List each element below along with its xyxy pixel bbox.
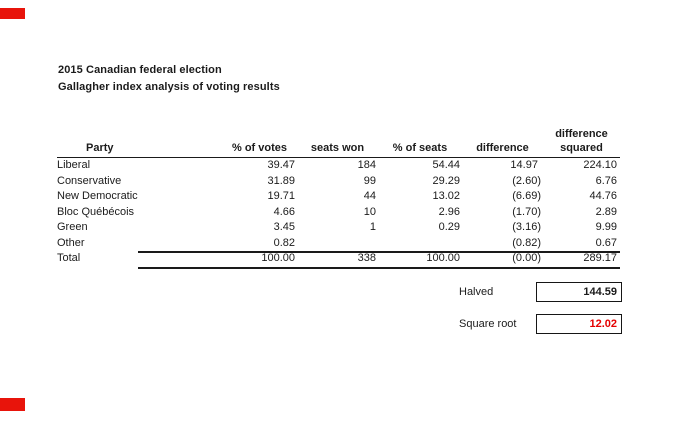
difference-cell: (3.16) [512,221,541,233]
difference-squared-cell: 44.76 [589,190,617,202]
seats-cell: 1 [369,221,376,233]
votes-cell: 3.45 [273,221,295,233]
difference-squared-cell: 0.67 [595,236,617,249]
results-table [57,126,620,267]
table-header-row [57,126,620,158]
column-header-seats-won: seats won [310,142,365,154]
column-header-pct-seats: % of seats [392,142,448,154]
votes-cell: 39.47 [267,159,295,171]
column-header-party: Party [86,142,114,154]
party-cell: Other [57,236,85,249]
table-row-new-democratic [57,189,620,205]
party-cell: New Democratic [57,190,138,202]
page-subtitle: Gallagher index analysis of voting results [58,81,280,93]
seats-cell: 44 [363,190,376,202]
votes-cell: 100.00 [261,252,295,264]
halved-value-box [536,282,622,302]
total-row-bottom-rule [138,267,620,269]
seats-cell: 99 [363,174,376,187]
table-row-liberal [57,158,620,174]
party-cell: Liberal [57,159,91,171]
halved-value: 144.59 [583,286,617,298]
difference-cell: (6.69) [512,190,541,202]
column-header-difference-squared-line1: difference [555,128,608,140]
page-title: 2015 Canadian federal election [58,64,222,76]
votes-cell: 0.82 [273,236,295,249]
party-cell: Green [57,221,88,233]
table-row-bloc-quebecois [57,205,620,221]
square-root-value: 12.02 [589,318,617,330]
votes-cell: 19.71 [267,190,295,202]
party-cell: Total [57,252,81,264]
table-row-other [57,236,620,252]
difference-squared-cell: 224.10 [583,159,617,171]
difference-squared-cell: 6.76 [595,174,617,187]
red-marker-top-left [0,8,25,19]
pct-seats-cell: 13.02 [432,190,460,202]
column-header-votes: % of votes [231,142,287,154]
total-row-top-rule [138,251,620,253]
difference-squared-cell: 289.17 [583,252,617,264]
red-marker-bottom-left [0,398,25,411]
pct-seats-cell: 2.96 [438,205,460,218]
table-row-conservative [57,174,620,190]
square-root-value-box [536,314,622,334]
seats-cell: 10 [363,205,376,218]
party-cell: Conservative [57,174,122,187]
difference-squared-cell: 9.99 [595,221,617,233]
votes-cell: 4.66 [273,205,295,218]
pct-seats-cell: 29.29 [432,174,460,187]
pct-seats-cell: 0.29 [438,221,460,233]
table-row-total [57,251,620,267]
pct-seats-cell [378,236,462,252]
square-root-label: Square root [459,318,517,330]
seats-cell [297,236,378,252]
halved-label: Halved [459,286,494,298]
difference-cell: 14.97 [510,159,541,171]
column-header-difference-squared-line2: squared [560,141,603,154]
votes-cell: 31.89 [267,174,295,187]
column-header-difference-squared [543,128,620,157]
table-row-green [57,220,620,236]
difference-cell: (2.60) [512,174,541,187]
difference-cell: (0.82) [512,236,541,249]
seats-cell: 184 [357,159,376,171]
column-header-difference: difference [476,142,529,154]
seats-cell: 338 [357,252,376,264]
party-cell: Bloc Québécois [57,205,135,218]
difference-cell: (1.70) [512,205,541,218]
pct-seats-cell: 54.44 [432,159,460,171]
difference-squared-cell: 2.89 [595,205,617,218]
pct-seats-cell: 100.00 [426,252,460,264]
difference-cell: (0.00) [512,252,541,264]
